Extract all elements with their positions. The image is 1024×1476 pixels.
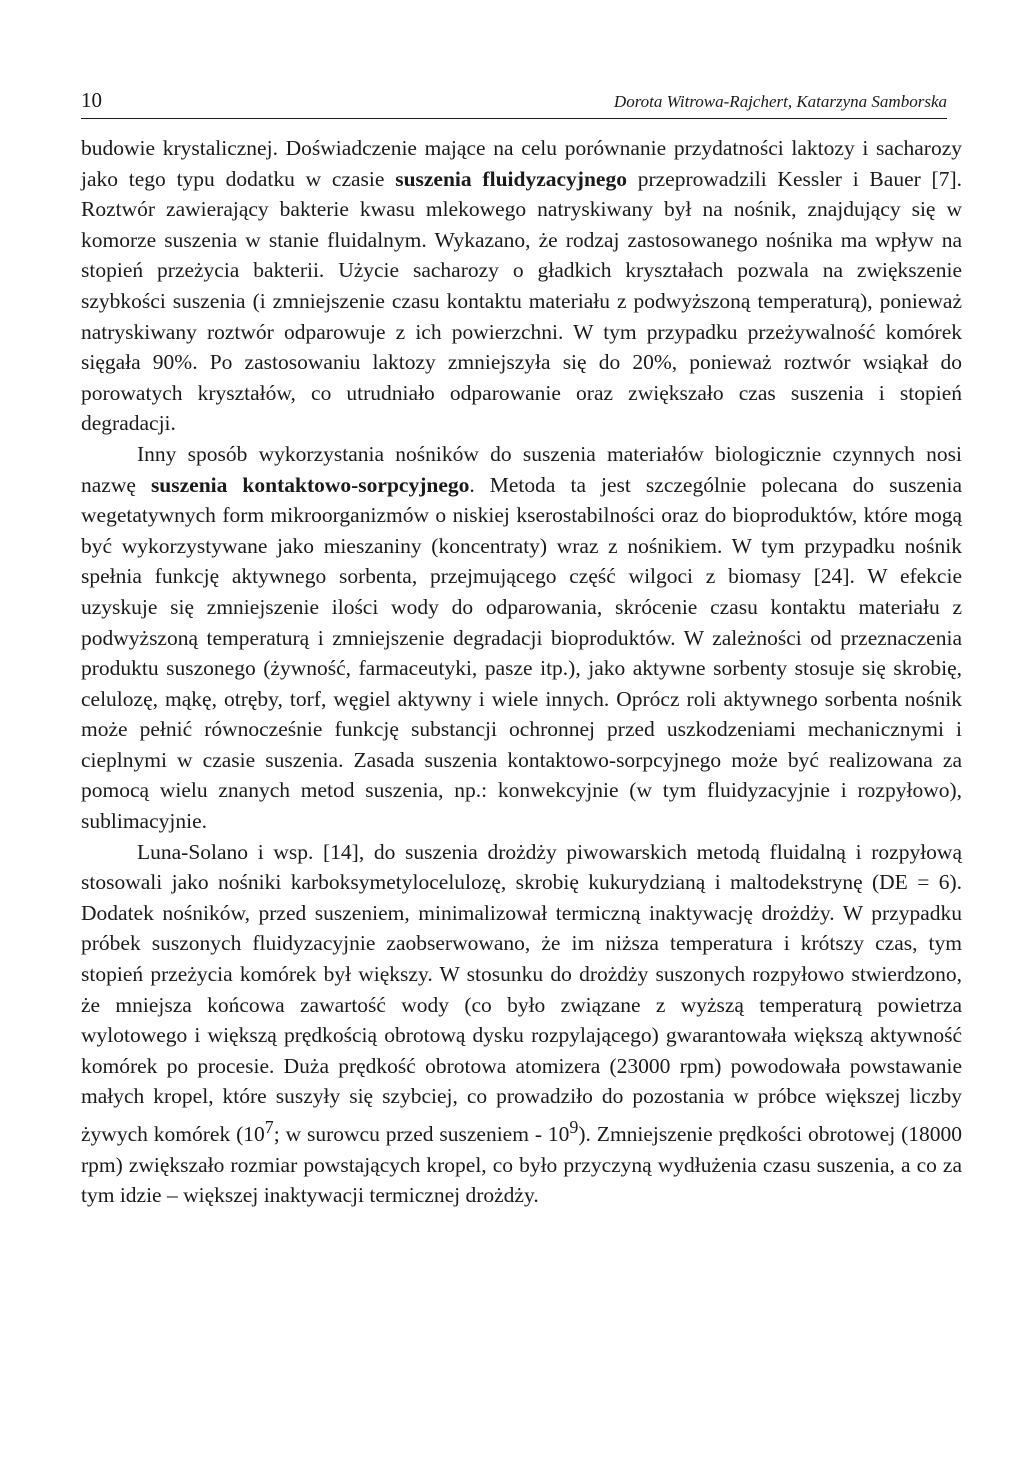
page-number: 10 [81,88,102,112]
body-text [81,133,962,1211]
paragraph-3 [81,837,962,1211]
paragraph-2 [81,439,962,837]
running-header-authors: Dorota Witrowa-Rajchert, Katarzyna Samborska [613,92,947,111]
paragraph-text: budowie krystalicznej. Doświadczenie mające na celu porównanie przydatności laktozy i sacharozy jako tego typu dodatku w czasie [81,136,962,191]
bold-term: suszenia kontaktowo-sorpcyjnego [150,472,470,497]
running-header [81,88,947,119]
paragraph-text: ). Zmniejszenie prędkości obrotowej (18000 rpm) zwiększało rozmiar powstających kropel, co było przyczyną wydłużenia czasu suszenia, a co za tym idzie – większej inaktywacji termicznej drożdży. [81,1122,962,1208]
paragraph-text: ; w surowcu przed suszeniem - 10 [273,1122,570,1147]
paragraph-text: Luna-Solano i wsp. [14], do suszenia drożdży piwowarskich metodą fluidalną i rozpyłową stosowali jako nośniki karboksymetylocelulozę, skrobię kukurydzianą i maltodekstrynę (DE = 6). Dodatek nośników, przed suszeniem, minimalizował termiczną inaktywację drożdży. W przypadku próbek suszonych fluidyzacyjnie zaobserwowano, że im niższa temperatura i krótszy czas, tym stopień przeżycia komórek był większy. W stosunku do drożdży suszonych rozpyłowo stwierdzono, że mniejsza końcowa zawartość wody (co było związane z wyższą temperaturą powietrza wylotowego i większą prędkością obrotową dysku rozpylającego) gwarantowała większą aktywność komórek po procesie. Duża prędkość obrotowa atomizera (23000 rpm) powodowała powstawanie małych kropel, które suszyły się szybciej, co prowadziło do pozostania w próbce większej liczby żywych komórek (10 [81,839,962,1147]
bold-term: suszenia fluidyzacyjnego [395,166,627,191]
superscript: 7 [264,1117,274,1137]
superscript: 9 [569,1117,579,1137]
paragraph-text: . Metoda ta jest szczególnie polecana do suszenia wegetatywnych form mikroorganizmów o niskiej kserostabilności oraz do bioproduktów, które mogą być wykorzystywane jako mieszaniny (koncentraty) wraz z nośnikiem. W tym przypadku nośnik spełnia funkcję aktywnego sorbenta, przejmującego część wilgoci z biomasy [24]. W efekcie uzyskuje się zmniejszenie ilości wody do odparowania, skrócenie czasu kontaktu materiału z podwyższoną temperaturą i zmniejszenie degradacji bioproduktów. W zależności od przeznaczenia produktu suszonego (żywność, farmaceutyki, pasze itp.), jako aktywne sorbenty stosuje się skrobię, celulozę, mąkę, otręby, torf, węgiel aktywny i wiele innych. Oprócz roli aktywnego sorbenta nośnik może pełnić równocześnie funkcję substancji ochronnej przed uszkodzeniami mechanicznymi i cieplnymi w czasie suszenia. Zasada suszenia kontaktowo-sorpcyjnego może być realizowana za pomocą wielu znanych metod suszenia, np.: konwekcyjnie (w tym fluidyzacyjnie i rozpyłowo), sublimacyjnie. [81,472,962,834]
paragraph-text: Inny sposób wykorzystania nośników do suszenia materiałów biologicznie czynnych nosi nazwę [81,441,962,497]
paragraph-1 [81,133,962,439]
paragraph-text: przeprowadzili Kessler i Bauer [7]. Roztwór zawierający bakterie kwasu mlekowego natryskiwany był na nośnik, znajdujący się w komorze suszenia w stanie fluidalnym. Wykazano, że rodzaj zastosowanego nośnika ma wpływ na stopień przeżycia bakterii. Użycie sacharozy o gładkich kryształach pozwala na zwiększenie szybkości suszenia (i zmniejszenie czasu kontaktu materiału z podwyższoną temperaturą), ponieważ natryskiwany roztwór odparowuje z ich powierzchni. W tym przypadku przeżywalność komórek sięgała 90%. Po zastosowaniu laktozy zmniejszyła się do 20%, ponieważ roztwór wsiąkał do porowatych kryształów, co utrudniało odparowanie oraz zwiększało czas suszenia i stopień degradacji. [81,166,962,436]
